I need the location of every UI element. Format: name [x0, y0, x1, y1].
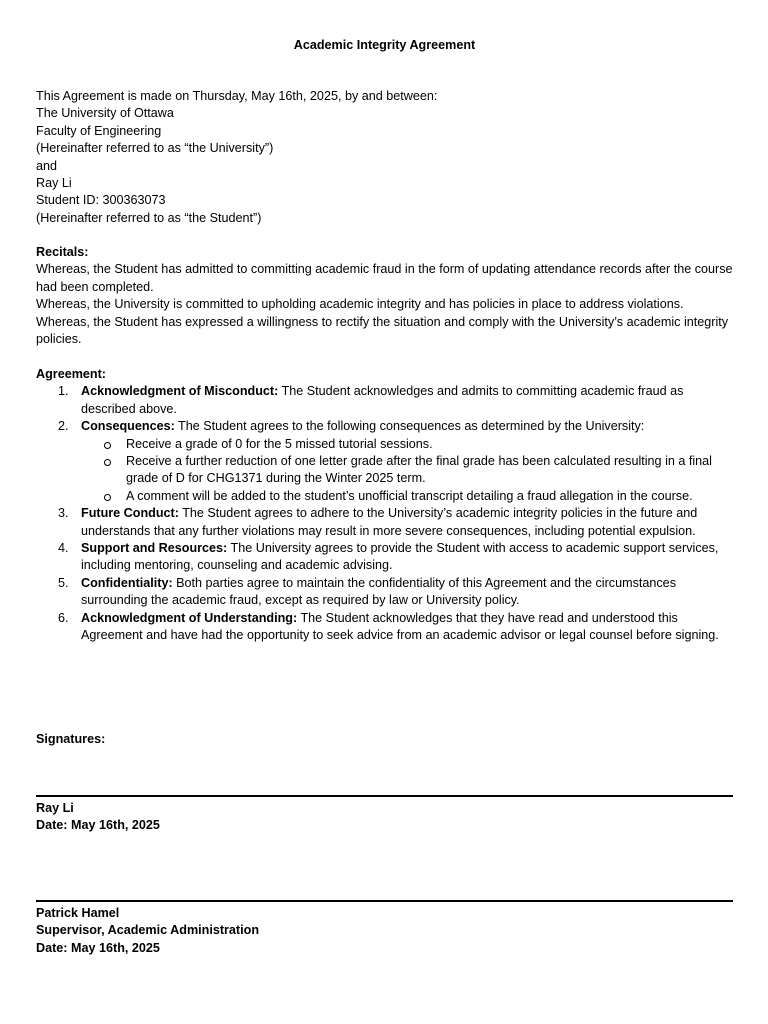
consequence-text: A comment will be added to the student’s unofficial transcript detailing a fraud allegation in the course.: [126, 488, 693, 503]
student-name: Ray Li: [36, 176, 72, 191]
document-title: Academic Integrity Agreement: [293, 38, 476, 52]
agreement-section: [36, 366, 733, 645]
item-number: 2.: [58, 419, 69, 434]
item-number: 3.: [58, 506, 69, 521]
recital-paragraph: Whereas, the University is committed to upholding academic integrity and has policies in place to address violations.: [36, 297, 684, 312]
recital-paragraph: Whereas, the Student has expressed a willingness to rectify the situation and comply with the University’s academic integrity policies.: [36, 314, 729, 347]
item-term: Acknowledgment of Misconduct:: [81, 384, 279, 399]
student-signature-date: Date: May 16th, 2025: [36, 818, 160, 833]
supervisor-signature-line: [36, 900, 733, 902]
faculty-name: Faculty of Engineering: [36, 123, 162, 138]
agreement-item: [36, 418, 733, 505]
and-separator: and: [36, 158, 58, 173]
agreement-heading: Agreement:: [36, 367, 106, 381]
item-term: Acknowledgment of Understanding:: [81, 610, 298, 625]
supervisor-signatory-name: Patrick Hamel: [36, 906, 120, 920]
university-reference: (Hereinafter referred to as “the University”): [36, 141, 274, 156]
student-signature-block: [36, 800, 733, 835]
item-term: Future Conduct:: [81, 506, 179, 521]
item-term: Confidentiality:: [81, 575, 173, 590]
item-text: The Student agrees to the following consequences as determined by the University:: [174, 419, 645, 434]
student-reference: (Hereinafter referred to as “the Student”): [36, 210, 262, 225]
signatures-heading: Signatures:: [36, 732, 106, 746]
item-number: 1.: [58, 384, 69, 399]
consequence-text: Receive a grade of 0 for the 5 missed tutorial sessions.: [126, 436, 433, 451]
consequence-item: [81, 453, 733, 488]
item-number: 5.: [58, 575, 69, 590]
item-term: Support and Resources:: [81, 541, 228, 556]
student-signature-line: [36, 795, 733, 797]
recital-paragraph: Whereas, the Student has admitted to committing academic fraud in the form of updating attendance records after the course had been completed.: [36, 262, 733, 294]
consequence-item: [81, 488, 733, 505]
agreement-item: [36, 575, 733, 610]
student-signatory-name: Ray Li: [36, 801, 74, 815]
supervisor-signatory-title: Supervisor, Academic Administration: [36, 923, 260, 938]
agreement-item: [36, 540, 733, 575]
agreement-item: [36, 610, 733, 645]
supervisor-signature-block: [36, 905, 733, 957]
item-term: Consequences:: [81, 419, 175, 434]
item-text: The Student acknowledges and admits to committing academic fraud as described above.: [81, 384, 684, 416]
item-number: 4.: [58, 541, 69, 556]
university-name: The University of Ottawa: [36, 106, 174, 121]
hollow-bullet-icon: [104, 442, 111, 449]
hollow-bullet-icon: [104, 494, 111, 501]
agreement-parties: [36, 88, 733, 227]
item-text: The Student acknowledges that they have read and understood this Agreement and have had the opportunity to seek advice from an academic advisor or legal counsel before signing.: [81, 610, 719, 643]
item-text: The University agrees to provide the Student with access to academic support services, including mentoring, counseling and academic advising.: [81, 541, 719, 573]
item-text: The Student agrees to adhere to the University’s academic integrity policies in the future and understands that any further violations may result in more severe consequences, including potential expulsion.: [81, 506, 698, 538]
consequences-list: [81, 436, 733, 506]
recitals-heading: Recitals:: [36, 245, 89, 259]
agreement-item: [36, 505, 733, 540]
recitals-section: [36, 244, 733, 348]
supervisor-signature-date: Date: May 16th, 2025: [36, 940, 160, 955]
agreement-list: [36, 383, 733, 644]
item-text: Both parties agree to maintain the confidentiality of this Agreement and the circumstances surrounding the academic fraud, except as required by law or University policy.: [81, 575, 676, 608]
student-id: Student ID: 300363073: [36, 193, 166, 208]
item-number: 6.: [58, 610, 69, 625]
agreement-date-line: This Agreement is made on Thursday, May 16th, 2025, by and between:: [36, 89, 438, 103]
agreement-item: [36, 383, 733, 418]
hollow-bullet-icon: [104, 459, 111, 466]
consequence-text: Receive a further reduction of one letter grade after the final grade has been calculated resulting in a final grade of D for CHG1371 during the Winter 2025 term.: [126, 454, 712, 486]
consequence-item: [81, 436, 733, 453]
